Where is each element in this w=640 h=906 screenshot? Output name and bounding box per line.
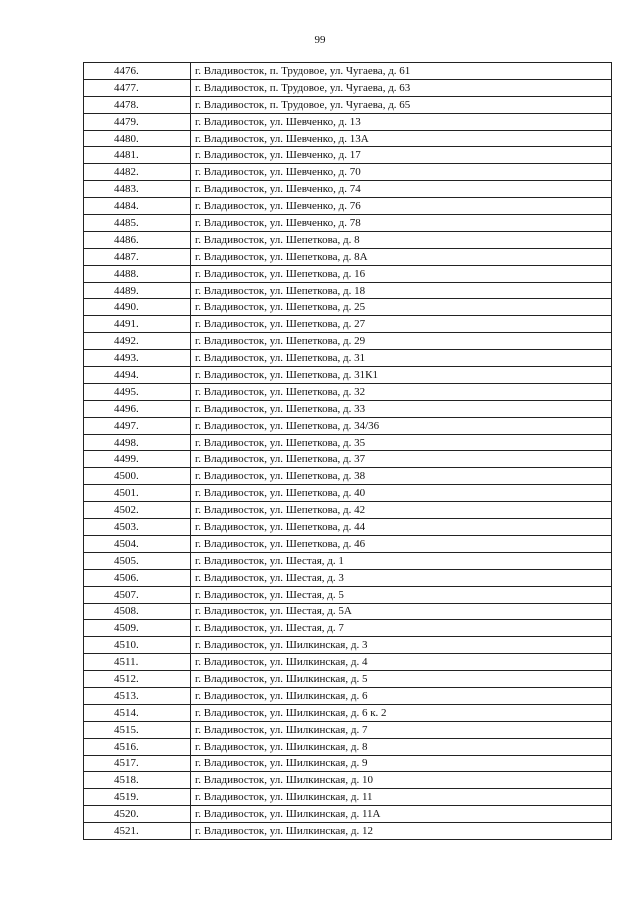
row-address: г. Владивосток, ул. Шестая, д. 7 — [191, 620, 612, 637]
table-row — [84, 147, 612, 164]
row-number: 4509. — [84, 620, 191, 637]
row-address: г. Владивосток, ул. Шепеткова, д. 25 — [191, 299, 612, 316]
row-address: г. Владивосток, ул. Шепеткова, д. 29 — [191, 333, 612, 350]
row-address: г. Владивосток, ул. Шилкинская, д. 11А — [191, 806, 612, 823]
row-number: 4507. — [84, 586, 191, 603]
row-number: 4511. — [84, 654, 191, 671]
row-address: г. Владивосток, ул. Шепеткова, д. 40 — [191, 485, 612, 502]
row-address: г. Владивосток, ул. Шепеткова, д. 42 — [191, 502, 612, 519]
row-number: 4497. — [84, 417, 191, 434]
table-row — [84, 806, 612, 823]
table-row — [84, 231, 612, 248]
table-row — [84, 654, 612, 671]
row-number: 4482. — [84, 164, 191, 181]
row-number: 4496. — [84, 400, 191, 417]
row-address: г. Владивосток, ул. Шевченко, д. 74 — [191, 181, 612, 198]
row-address: г. Владивосток, ул. Шевченко, д. 70 — [191, 164, 612, 181]
table-row — [84, 333, 612, 350]
row-number: 4489. — [84, 282, 191, 299]
row-number: 4486. — [84, 231, 191, 248]
row-address: г. Владивосток, ул. Шилкинская, д. 4 — [191, 654, 612, 671]
table-row — [84, 282, 612, 299]
row-address: г. Владивосток, ул. Шилкинская, д. 5 — [191, 671, 612, 688]
row-number: 4513. — [84, 687, 191, 704]
row-address: г. Владивосток, ул. Шилкинская, д. 6 — [191, 687, 612, 704]
table-row — [84, 383, 612, 400]
row-address: г. Владивосток, ул. Шевченко, д. 78 — [191, 215, 612, 232]
row-number: 4503. — [84, 519, 191, 536]
row-address: г. Владивосток, ул. Шестая, д. 1 — [191, 552, 612, 569]
row-address: г. Владивосток, ул. Шепеткова, д. 38 — [191, 468, 612, 485]
table-row — [84, 823, 612, 840]
row-number: 4521. — [84, 823, 191, 840]
row-number: 4488. — [84, 265, 191, 282]
table-row — [84, 367, 612, 384]
row-address: г. Владивосток, ул. Шепеткова, д. 16 — [191, 265, 612, 282]
row-address: г. Владивосток, п. Трудовое, ул. Чугаева, д. 61 — [191, 63, 612, 80]
row-address: г. Владивосток, ул. Шилкинская, д. 8 — [191, 738, 612, 755]
row-number: 4520. — [84, 806, 191, 823]
row-address: г. Владивосток, ул. Шевченко, д. 76 — [191, 198, 612, 215]
table-row — [84, 704, 612, 721]
table-row — [84, 671, 612, 688]
table-row — [84, 130, 612, 147]
row-number: 4490. — [84, 299, 191, 316]
table-row — [84, 637, 612, 654]
address-table — [83, 62, 612, 840]
row-number: 4504. — [84, 535, 191, 552]
table-row — [84, 620, 612, 637]
row-address: г. Владивосток, ул. Шестая, д. 3 — [191, 569, 612, 586]
row-number: 4510. — [84, 637, 191, 654]
table-row — [84, 316, 612, 333]
row-number: 4514. — [84, 704, 191, 721]
table-row — [84, 350, 612, 367]
page-number: 99 — [314, 34, 326, 46]
table-row — [84, 417, 612, 434]
row-number: 4478. — [84, 96, 191, 113]
row-number: 4505. — [84, 552, 191, 569]
row-address: г. Владивосток, ул. Шилкинская, д. 9 — [191, 755, 612, 772]
row-number: 4495. — [84, 383, 191, 400]
row-address: г. Владивосток, ул. Шепеткова, д. 34/36 — [191, 417, 612, 434]
row-address: г. Владивосток, ул. Шилкинская, д. 6 к. 2 — [191, 704, 612, 721]
row-number: 4516. — [84, 738, 191, 755]
table-row — [84, 299, 612, 316]
row-address: г. Владивосток, ул. Шестая, д. 5 — [191, 586, 612, 603]
row-number: 4506. — [84, 569, 191, 586]
row-number: 4500. — [84, 468, 191, 485]
table-row — [84, 434, 612, 451]
row-number: 4476. — [84, 63, 191, 80]
row-address: г. Владивосток, ул. Шепеткова, д. 8А — [191, 248, 612, 265]
row-address: г. Владивосток, ул. Шилкинская, д. 3 — [191, 637, 612, 654]
row-address: г. Владивосток, ул. Шилкинская, д. 7 — [191, 721, 612, 738]
table-row — [84, 569, 612, 586]
row-number: 4515. — [84, 721, 191, 738]
row-number: 4518. — [84, 772, 191, 789]
table-row — [84, 519, 612, 536]
row-number: 4487. — [84, 248, 191, 265]
row-number: 4492. — [84, 333, 191, 350]
row-address: г. Владивосток, ул. Шепеткова, д. 27 — [191, 316, 612, 333]
table-row — [84, 164, 612, 181]
row-address: г. Владивосток, ул. Шилкинская, д. 12 — [191, 823, 612, 840]
table-row — [84, 502, 612, 519]
row-address: г. Владивосток, ул. Шилкинская, д. 11 — [191, 789, 612, 806]
table-row — [84, 113, 612, 130]
table-row — [84, 721, 612, 738]
row-number: 4519. — [84, 789, 191, 806]
row-address: г. Владивосток, ул. Шепеткова, д. 35 — [191, 434, 612, 451]
row-address: г. Владивосток, ул. Шепеткова, д. 31 — [191, 350, 612, 367]
table-row — [84, 738, 612, 755]
row-number: 4491. — [84, 316, 191, 333]
row-number: 4517. — [84, 755, 191, 772]
row-address: г. Владивосток, ул. Шепеткова, д. 37 — [191, 451, 612, 468]
row-number: 4485. — [84, 215, 191, 232]
table-row — [84, 248, 612, 265]
table-row — [84, 96, 612, 113]
row-address: г. Владивосток, ул. Шепеткова, д. 33 — [191, 400, 612, 417]
row-number: 4477. — [84, 79, 191, 96]
table-row — [84, 181, 612, 198]
table-row — [84, 603, 612, 620]
table-row — [84, 552, 612, 569]
table-row — [84, 687, 612, 704]
row-number: 4512. — [84, 671, 191, 688]
row-number: 4479. — [84, 113, 191, 130]
row-address: г. Владивосток, ул. Шепеткова, д. 44 — [191, 519, 612, 536]
row-number: 4498. — [84, 434, 191, 451]
table-row — [84, 400, 612, 417]
row-number: 4501. — [84, 485, 191, 502]
row-number: 4494. — [84, 367, 191, 384]
table-row — [84, 535, 612, 552]
table-row — [84, 755, 612, 772]
row-address: г. Владивосток, ул. Шевченко, д. 13 — [191, 113, 612, 130]
row-number: 4483. — [84, 181, 191, 198]
row-number: 4493. — [84, 350, 191, 367]
row-address: г. Владивосток, ул. Шепеткова, д. 32 — [191, 383, 612, 400]
row-number: 4484. — [84, 198, 191, 215]
table-row — [84, 451, 612, 468]
table-row — [84, 772, 612, 789]
table-row — [84, 63, 612, 80]
row-number: 4480. — [84, 130, 191, 147]
row-address: г. Владивосток, п. Трудовое, ул. Чугаева, д. 63 — [191, 79, 612, 96]
row-address: г. Владивосток, ул. Шестая, д. 5А — [191, 603, 612, 620]
table-row — [84, 79, 612, 96]
row-address: г. Владивосток, ул. Шилкинская, д. 10 — [191, 772, 612, 789]
row-address: г. Владивосток, ул. Шепеткова, д. 18 — [191, 282, 612, 299]
address-table-body — [84, 63, 612, 840]
row-number: 4481. — [84, 147, 191, 164]
row-address: г. Владивосток, ул. Шевченко, д. 13А — [191, 130, 612, 147]
row-address: г. Владивосток, п. Трудовое, ул. Чугаева, д. 65 — [191, 96, 612, 113]
row-number: 4502. — [84, 502, 191, 519]
row-address: г. Владивосток, ул. Шевченко, д. 17 — [191, 147, 612, 164]
row-address: г. Владивосток, ул. Шепеткова, д. 8 — [191, 231, 612, 248]
row-number: 4499. — [84, 451, 191, 468]
row-address: г. Владивосток, ул. Шепеткова, д. 31К1 — [191, 367, 612, 384]
row-number: 4508. — [84, 603, 191, 620]
table-row — [84, 265, 612, 282]
table-row — [84, 789, 612, 806]
table-row — [84, 468, 612, 485]
table-row — [84, 198, 612, 215]
row-address: г. Владивосток, ул. Шепеткова, д. 46 — [191, 535, 612, 552]
table-row — [84, 215, 612, 232]
table-row — [84, 485, 612, 502]
table-row — [84, 586, 612, 603]
